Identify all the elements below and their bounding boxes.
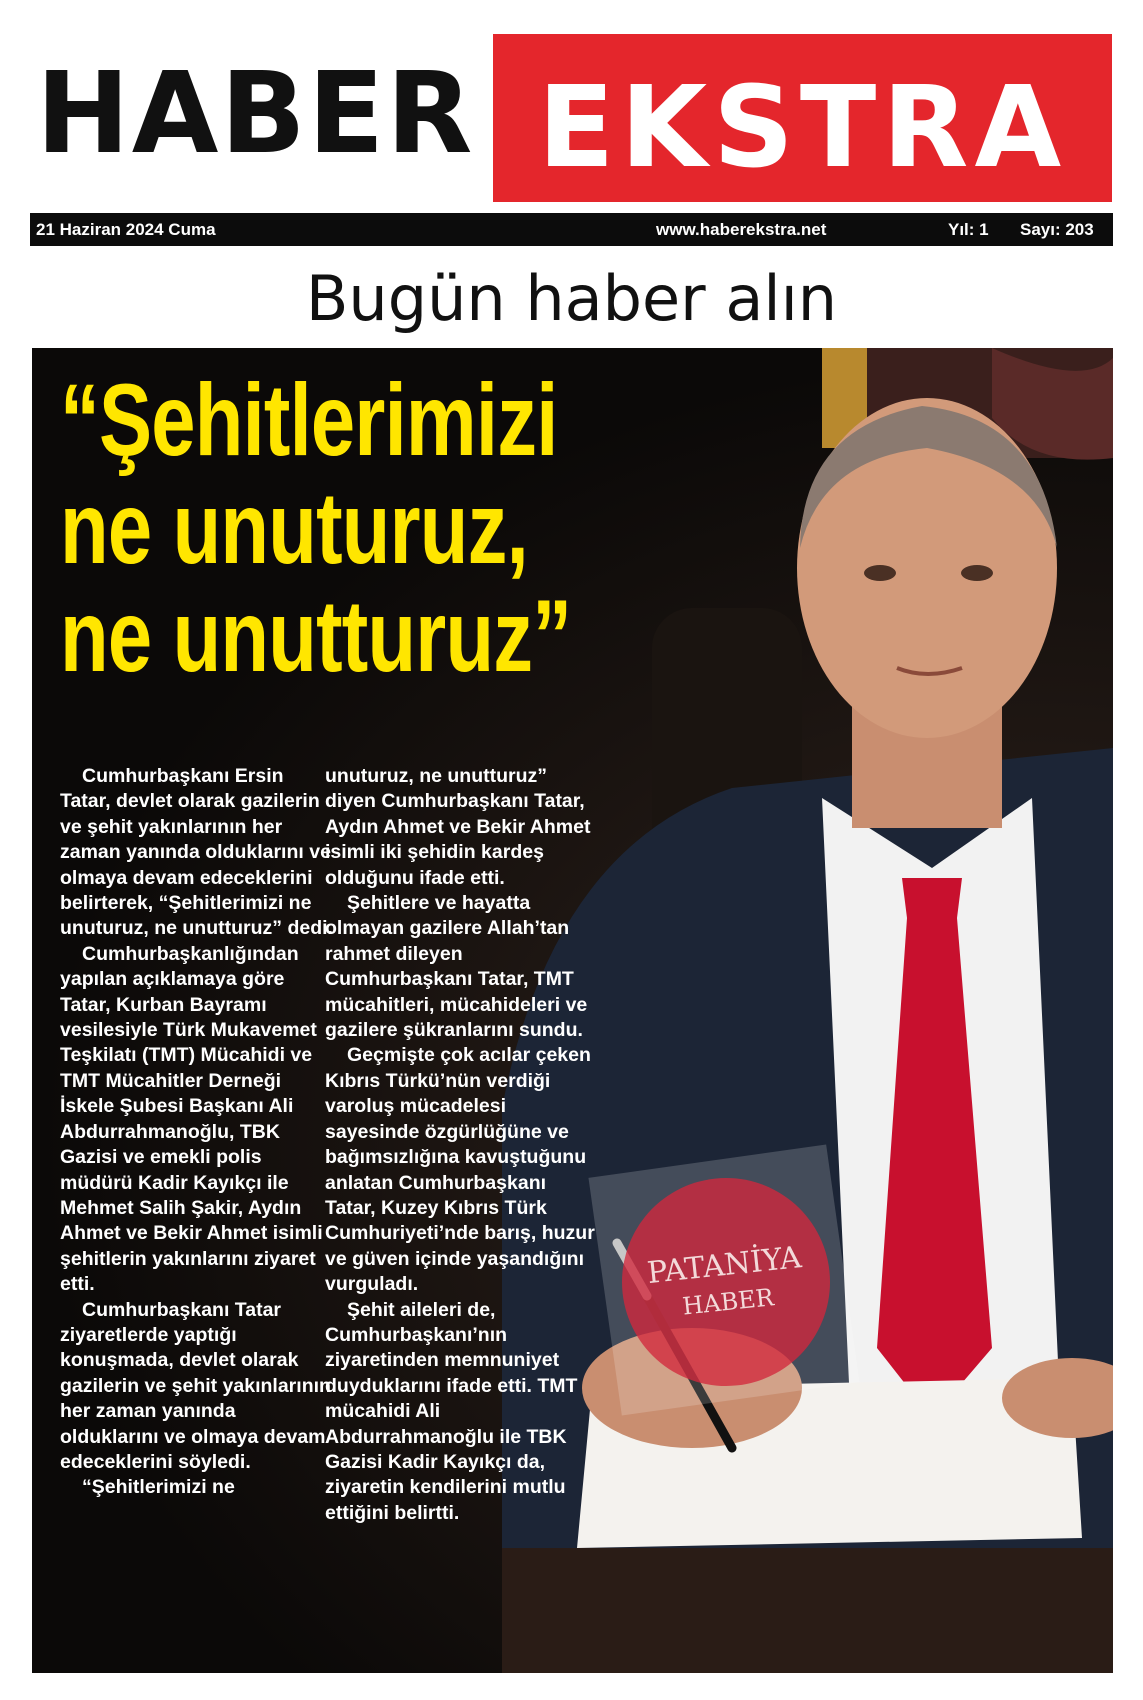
paragraph: Cumhurbaşkanlığından yapılan açıklamaya göre Tatar, Kurban Bayramı vesilesiyle Türk Mukavemet Teşkilatı (TMT) Mücahidi ve TMT Mücahitler Derneği İskele Şubesi Başkanı Ali Abdurrahmanoğlu, TBK Gazisi ve emekli polis müdürü Kadir Kayıkçı ile Mehmet Salih Şakir, Aydın Ahmet ve Bekir Ahmet isimli şehitlerin yakınlarını ziyaret etti. bbox=[60, 942, 323, 1296]
masthead-haber: HABER bbox=[36, 49, 475, 179]
issue-number: Sayı: 203 bbox=[1020, 220, 1094, 239]
headline-line-1: “Şehitlerimizi bbox=[60, 363, 558, 477]
paragraph: “Şehitlerimizi ne bbox=[82, 1476, 235, 1499]
paragraph: Cumhurbaşkanı Ersin Tatar, devlet olarak gazilerin ve şehit yakınlarının her zaman yanında olduklarını ve olmaya devam edeceklerini belirterek, “Şehitlerimizi ne unuturuz, ne unutturuz” dedi. bbox=[60, 765, 333, 940]
issue-info-bar bbox=[30, 213, 1113, 246]
headline-line-2: ne unuturuz, bbox=[60, 471, 528, 585]
headline bbox=[60, 363, 684, 693]
headline-line-3: ne unutturuz” bbox=[60, 579, 572, 693]
paragraph: Cumhurbaşkanı Tatar ziyaretlerde yaptığı konuşmada, devlet olarak gazilerin ve şehit yakınlarının her zaman yanında olduklarını ve olmaya devam edeceklerini söyledi. bbox=[60, 1298, 331, 1473]
masthead-ekstra: EKSTRA bbox=[537, 63, 1068, 193]
issue-year: Yıl: 1 bbox=[948, 220, 989, 239]
paragraph: Şehitlere ve hayatta olmayan gazilere Allah’tan rahmet dileyen Cumhurbaşkanı Tatar, TMT mücahitleri, mücahideleri ve gazilere şükranlarını sundu. bbox=[325, 892, 588, 1042]
lead-story bbox=[32, 348, 1113, 1673]
article-column-2 bbox=[325, 764, 595, 1526]
website-link[interactable]: www.haberekstra.net bbox=[656, 220, 827, 239]
masthead-red-box bbox=[493, 34, 1112, 202]
paragraph: Şehit aileleri de, Cumhurbaşkanı’nın ziyaretinden memnuniyet duyduklarını ifade etti. TMT mücahidi Ali Abdurrahmanoğlu ile TBK Gazisi Kadir Kayıkçı da, ziyaretin kendilerini mutlu ettiğini belirtti. bbox=[325, 1298, 578, 1524]
article-column-1 bbox=[60, 764, 338, 1501]
paragraph: Geçmişte çok acılar çeken Kıbrıs Türkü’nün verdiği varoluş mücadelesi sayesinde özgürlüğüne ve bağımsızlığına kavuştuğunu anlatan Cumhurbaşkanı Tatar, Kuzey Kıbrıs Türk Cumhuriyeti’nde barış, huzur ve güven içinde yaşandığını vurguladı. bbox=[325, 1044, 595, 1296]
watermark-line-2: HABER bbox=[681, 1283, 776, 1321]
desk bbox=[502, 1548, 1113, 1673]
watermark-line-1: PATANİYA bbox=[645, 1240, 804, 1292]
tagline: Bugün haber alın bbox=[305, 262, 838, 335]
paragraph: unuturuz, ne unutturuz” diyen Cumhurbaşkanı Tatar, Aydın Ahmet ve Bekir Ahmet isimli iki şehidin kardeş olduğunu ifade etti. bbox=[325, 765, 591, 889]
issue-date: 21 Haziran 2024 Cuma bbox=[36, 220, 216, 239]
